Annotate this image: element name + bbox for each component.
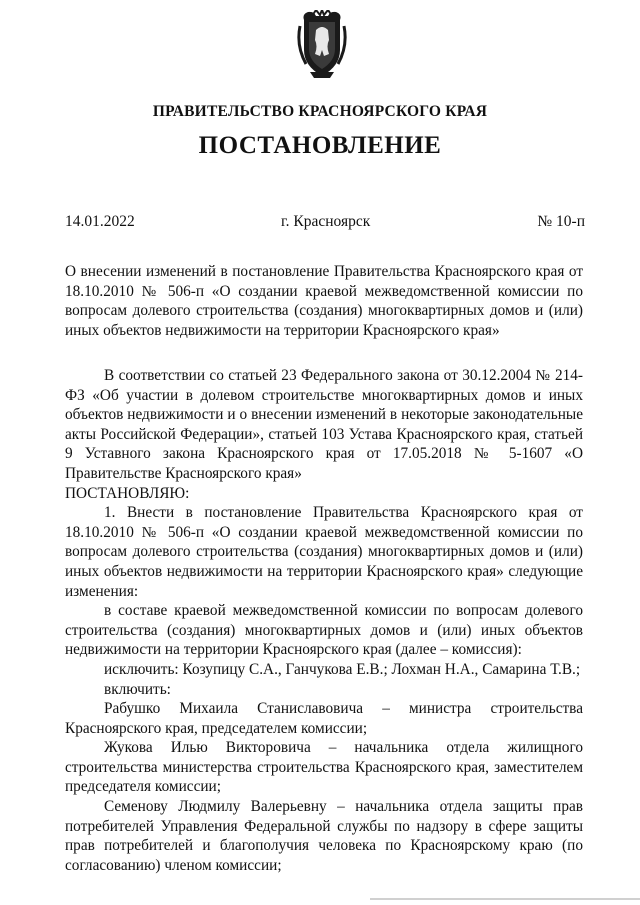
member-paragraph: Жукова Илью Викторовича – начальника отдела жилищного строительства министерства строительства Красноярского края, заместителем председателя комиссии; <box>65 739 583 796</box>
member-paragraph: Семенову Людмилу Валерьевну – начальника отдела защиты прав потребителей Управления Федеральной службы по надзору в сфере защиты прав потребителей и благополучия человека по Красноярскому краю (по согласованию) членом комиссии; <box>65 798 583 874</box>
item-1-intro-paragraph: в составе краевой межведомственной комиссии по вопросам долевого строительства (создания) многоквартирных домов и (или) иных объектов недвижимости на территории Красноярского края (далее – комиссия): <box>65 602 583 659</box>
exclude-paragraph: исключить: Козупицу С.А., Ганчукова Е.В.; Лохман Н.А., Самарина Т.В.; <box>104 660 581 678</box>
document-subject: О внесении изменений в постановление Правительства Красноярского края от 18.10.2010 № 506-п «О создании краевой межведомственной комиссии по вопросам долевого строительства (создания) многоквартирных домов и (или) иных объектов недвижимости на территории Красноярского края» <box>65 263 583 339</box>
resolve-heading: ПОСТАНОВЛЯЮ: <box>65 484 190 502</box>
preamble-paragraph: В соответствии со статьей 23 Федерального закона от 30.12.2004 № 214-ФЗ «Об участии в долевом строительстве многоквартирных домов и иных объектов недвижимости и о внесении изменений в некоторые законодательные акты Российской Федерации», статьей 103 Устава Красноярского края, статьей 9 Уставного закона Красноярского края от 17.05.2018 № 5-1607 «О Правительстве Красноярского края» <box>65 367 583 482</box>
organization-title: ПРАВИТЕЛЬСТВО КРАСНОЯРСКОГО КРАЯ <box>152 103 488 120</box>
scan-edge-divider <box>370 898 640 900</box>
document-meta <box>65 213 585 233</box>
document-number: № 10-п <box>537 213 585 230</box>
document-date: 14.01.2022 <box>65 213 135 230</box>
item-1-paragraph: 1. Внести в постановление Правительства Красноярского края от 18.10.2010 № 506-п «О создании краевой межведомственной комиссии по вопросам долевого строительства (создания) многоквартирных домов и (или) иных объектов недвижимости на территории Красноярского края» следующие изменения: <box>65 504 583 600</box>
coat-of-arms-icon <box>296 10 348 80</box>
document-city: г. Красноярск <box>281 213 371 230</box>
document-body <box>65 366 583 875</box>
document-type-title: ПОСТАНОВЛЕНИЕ <box>198 132 442 159</box>
member-paragraph: Рабушко Михаила Станиславовича – министра строительства Красноярского края, председателем комиссии; <box>65 700 583 737</box>
include-paragraph: включить: <box>104 680 171 698</box>
